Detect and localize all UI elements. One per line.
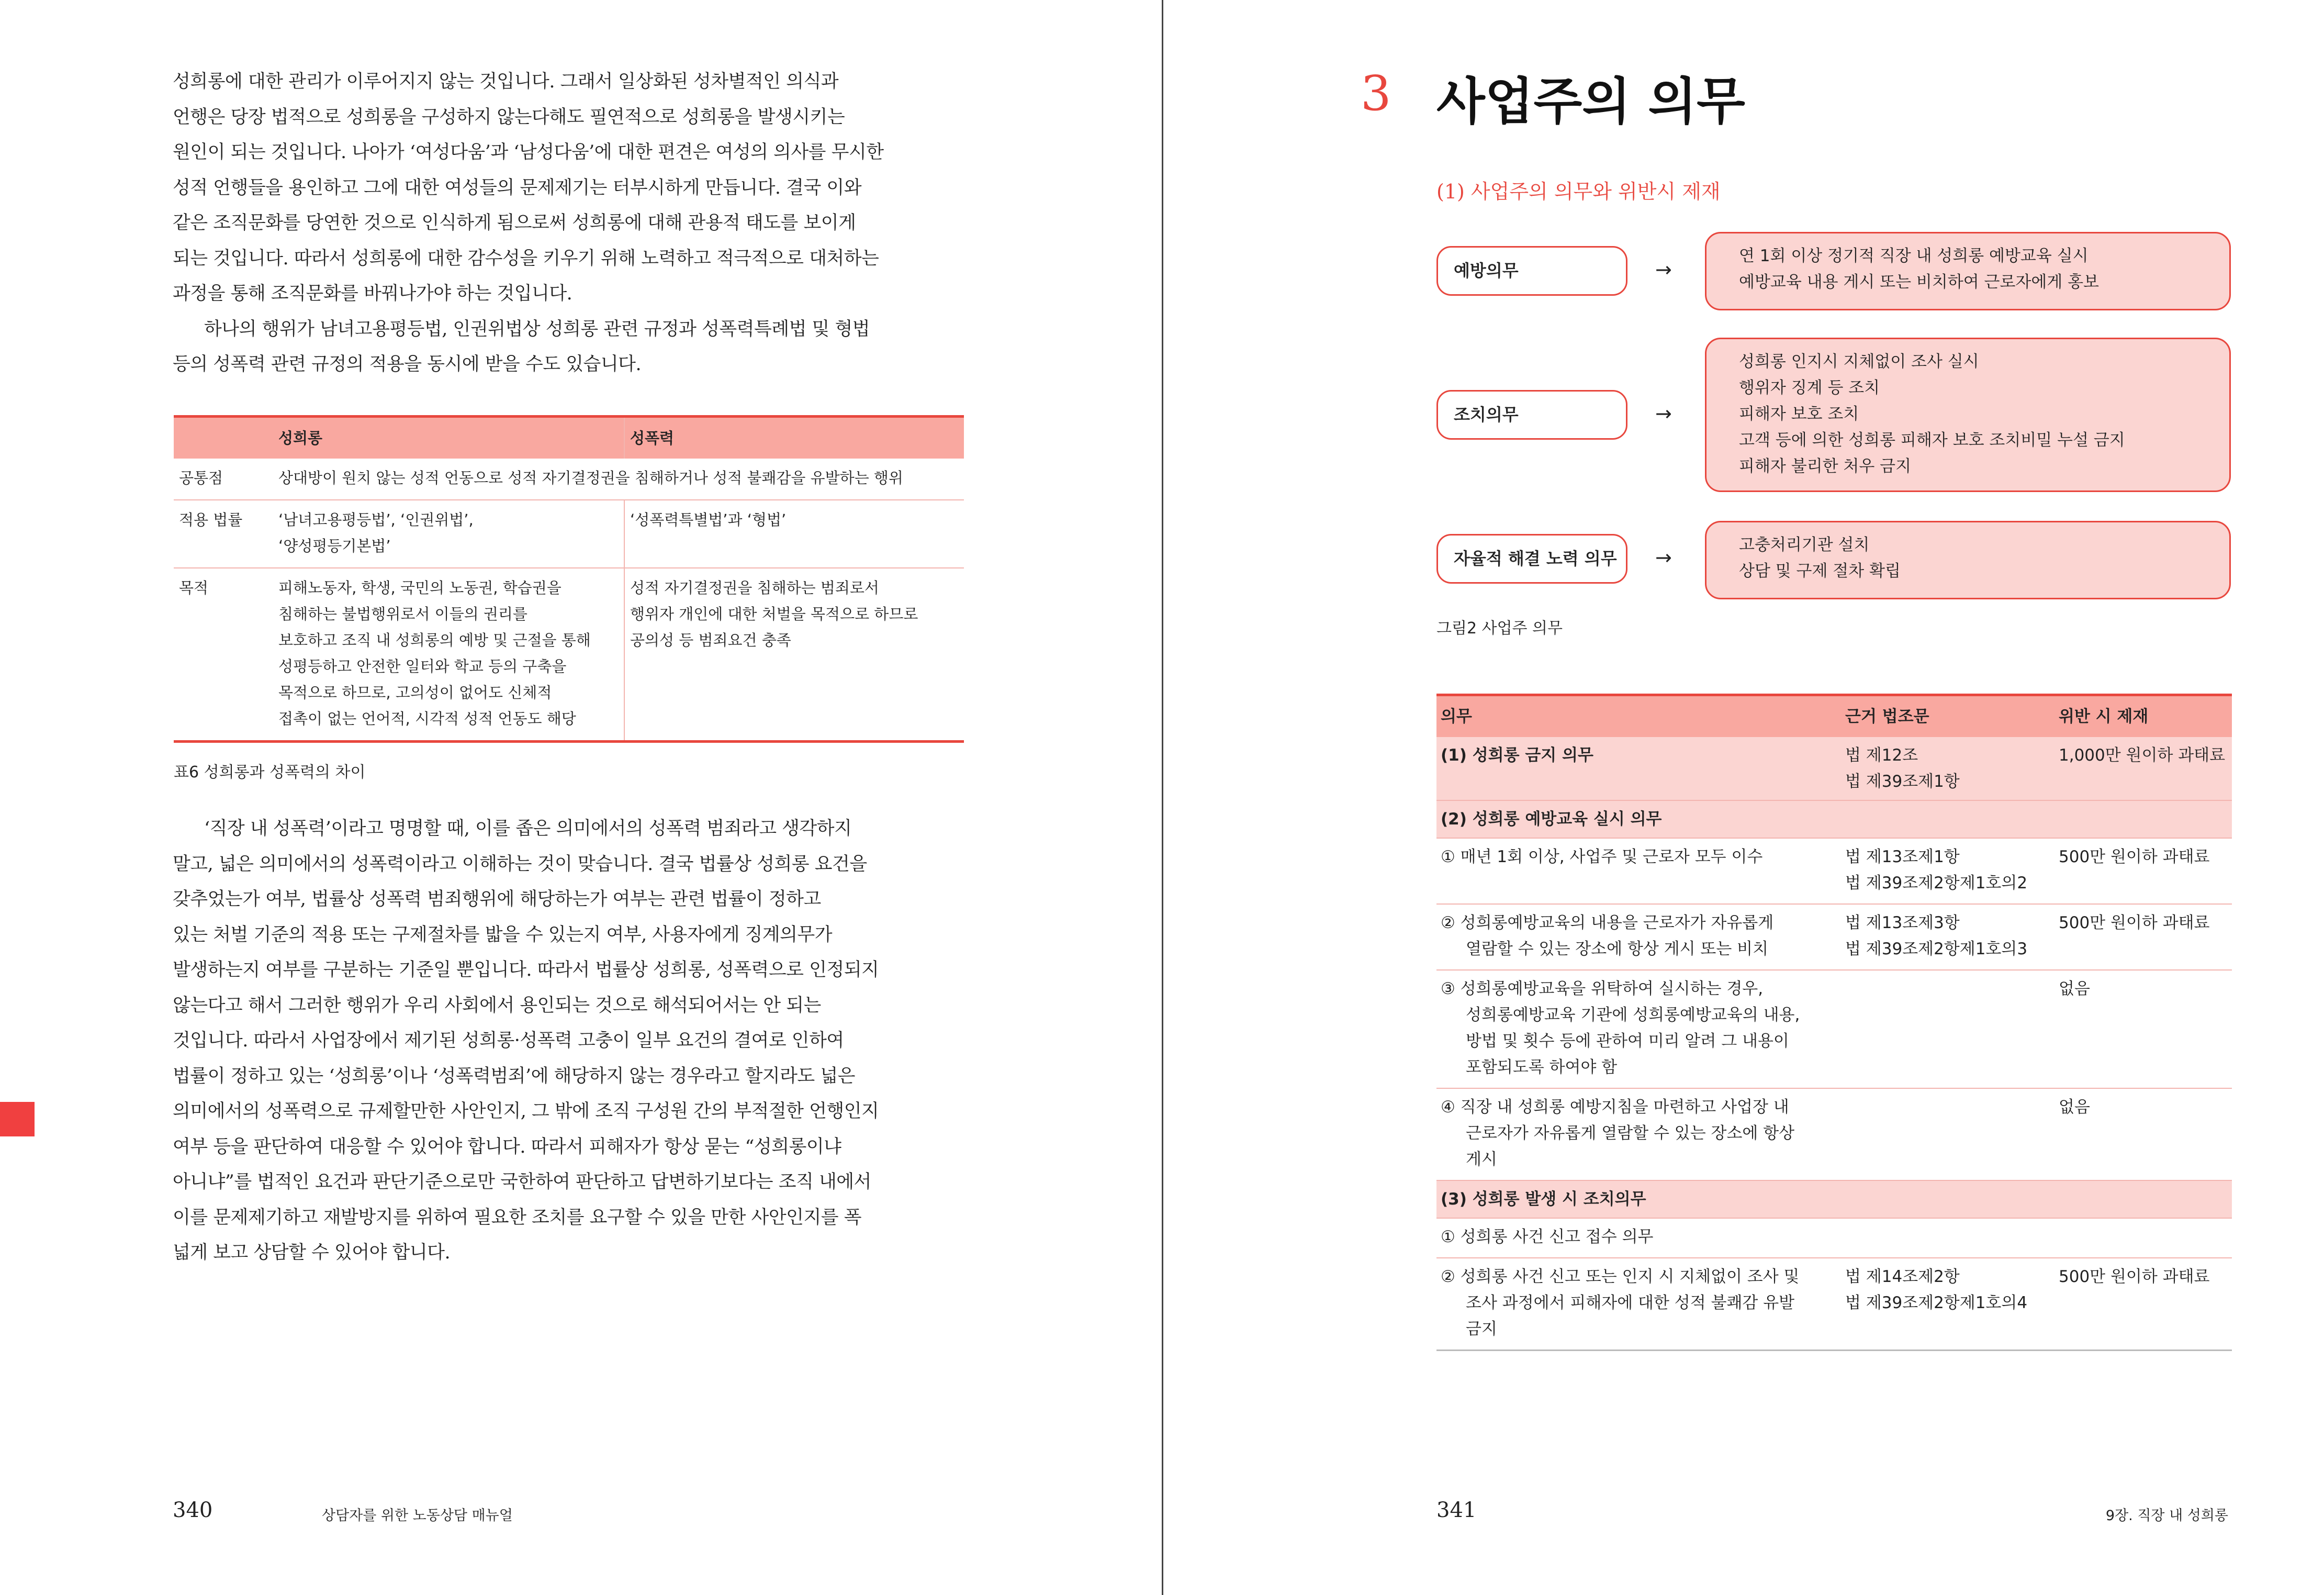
section-title: 사업주의 의무: [1436, 72, 1745, 131]
table-cell: [1436, 970, 1841, 1088]
cell-line: ③ 성희롱예방교육을 위탁하여 실시하는 경우,: [1441, 979, 1764, 998]
table-header-cell: 위반 시 제재: [2054, 695, 2232, 738]
table-cell: [1841, 838, 2054, 904]
table-cell: [1841, 1258, 2054, 1351]
duty-label-prevention: 예방의무: [1436, 246, 1627, 296]
text-line: 같은 조직문화를 당연한 것으로 인식하게 됨으로써 성희롱에 대해 관용적 태도를 보이게: [173, 213, 856, 233]
page-number: 340: [173, 1498, 213, 1522]
text-line: 여부 등을 판단하여 대응할 수 있어야 합니다. 따라서 피해자가 항상 묻는 “성희롱이냐: [173, 1136, 841, 1157]
cell-line: ① 성희롱 사건 신고 접수 의무: [1441, 1228, 1654, 1246]
cell-line: ‘양성평등기본법’: [278, 537, 391, 555]
table-cell: [624, 500, 964, 568]
table-row: [174, 568, 964, 742]
detail-line: 상담 및 구제 절차 확립: [1739, 562, 1901, 581]
cell-line: 금지: [1466, 1320, 1497, 1339]
table-header-cell: [174, 417, 273, 459]
table-row: [1436, 737, 2232, 800]
cell-line: ④ 직장 내 성희롱 예방지침을 마련하고 사업장 내: [1441, 1098, 1789, 1117]
group-title: (3) 성희롱 발생 시 조치의무: [1436, 1180, 2232, 1218]
body-text-bottom: [173, 811, 979, 1271]
section-number: 3: [1361, 65, 1391, 121]
cell-line: 법 제12조: [1845, 746, 1918, 765]
table-header-cell: 성폭력: [624, 417, 964, 459]
table-header-cell: 성희롱: [273, 417, 624, 459]
table-row: [1436, 800, 2232, 838]
arrow-icon: →: [1655, 546, 1672, 569]
text-line: 법률이 정하고 있는 ‘성희롱’이나 ‘성폭력범죄’에 해당하지 않는 경우라고 할지라도 넓은: [173, 1065, 855, 1087]
table-cell: [1436, 1258, 1841, 1351]
row-label: 적용 법률: [174, 500, 273, 568]
table-cell: [1436, 904, 1841, 970]
comparison-table: [174, 415, 964, 743]
table-row: [1436, 1218, 2232, 1258]
cell-line: 침해하는 불법행위로서 이들의 권리를: [278, 605, 527, 623]
cell-line: 근로자가 자유롭게 열람할 수 있는 장소에 항상: [1466, 1124, 1795, 1143]
table-cell: 500만 원이하 과태료: [2054, 838, 2232, 904]
table-row: [1436, 1088, 2232, 1180]
figure-caption: 그림2 사업주 의무: [1436, 619, 1563, 638]
cell-line: 접촉이 없는 언어적, 시각적 성적 언동도 해당: [278, 710, 576, 728]
detail-line: 연 1회 이상 정기적 직장 내 성희롱 예방교육 실시: [1739, 247, 2089, 265]
table-cell: 500만 원이하 과태료: [2054, 904, 2232, 970]
text-line: 발생하는지 여부를 구분하는 기준일 뿐입니다. 따라서 법률상 성희롱, 성폭력으로 인정되지: [173, 960, 879, 980]
duty-detail-action: [1705, 338, 2231, 492]
cell-line: 공의성 등 범죄요건 충족: [630, 631, 791, 649]
table-cell: [1841, 970, 2054, 1088]
table-caption: 표6 성희롱과 성폭력의 차이: [174, 763, 366, 782]
detail-line: 행위자 징계 등 조치: [1739, 378, 1880, 397]
cell-line: 법 제39조제2항제1호의4: [1845, 1293, 2028, 1312]
cell-line: 법 제14조제2항: [1845, 1267, 1960, 1286]
cell-line: 성희롱예방교육 기관에 성희롱예방교육의 내용,: [1466, 1006, 1800, 1024]
detail-line: 성희롱 인지시 지체없이 조사 실시: [1739, 352, 1979, 371]
duty-detail-self-resolution: [1705, 521, 2231, 599]
text-line: 않는다고 해서 그러한 행위가 우리 사회에서 용인되는 것으로 해석되어서는 안 되는: [173, 995, 821, 1016]
table-cell: [1841, 1218, 2054, 1258]
table-header-cell: 의무: [1436, 695, 1841, 738]
table-row: [1436, 1180, 2232, 1218]
cell-line: 열람할 수 있는 장소에 항상 게시 또는 비치: [1466, 940, 1769, 958]
cell-line: ‘성폭력특별법’과 ‘형법’: [630, 511, 787, 529]
cell-line: 방법 및 횟수 등에 관하여 미리 알려 그 내용이: [1466, 1032, 1789, 1051]
table-cell: 없음: [2054, 970, 2232, 1088]
running-title: 상담자를 위한 노동상담 매뉴얼: [322, 1508, 513, 1524]
chapter-side-tab: [0, 1102, 35, 1136]
cell-line: 성적 자기결정권을 침해하는 범죄로서: [630, 579, 879, 597]
page-gutter-line: [1162, 0, 1163, 1595]
group-title: (1) 성희롱 금지 의무: [1436, 737, 1841, 800]
text-line: 말고, 넓은 의미에서의 성폭력이라고 이해하는 것이 맞습니다. 결국 법률상 성희롱 요건을: [173, 853, 867, 875]
cell-line: 법 제13조제1항: [1845, 847, 1960, 866]
cell-line: 법 제39조제1항: [1845, 772, 1960, 791]
duty-label-self-resolution: 자율적 해결 노력 의무: [1436, 534, 1627, 584]
detail-line: 고충처리기관 설치: [1739, 536, 1870, 554]
table-cell: [1841, 737, 2054, 800]
text-line: 과정을 통해 조직문화를 바꿔나가야 하는 것입니다.: [173, 283, 572, 304]
duty-detail-prevention: [1705, 232, 2231, 310]
subheading: (1) 사업주의 의무와 위반시 제재: [1436, 180, 1721, 203]
text-line: 이를 문제제기하고 재발방지를 위하여 필요한 조치를 요구할 수 있을 만한 사안인지를 폭: [173, 1207, 862, 1228]
running-title: 9장. 직장 내 성희롱: [2105, 1508, 2228, 1524]
row-label: 목적: [174, 568, 273, 742]
table-cell: 1,000만 원이하 과태료: [2054, 737, 2232, 800]
page-number: 341: [1436, 1498, 1477, 1522]
cell-line: 법 제13조제3항: [1845, 913, 1960, 932]
text-line: 성희롱에 대한 관리가 이루어지지 않는 것입니다. 그래서 일상화된 성차별적인 의식과: [173, 71, 839, 92]
table-cell: [1436, 1218, 1841, 1258]
body-text-top: [173, 64, 979, 383]
text-line: 넓게 보고 상담할 수 있어야 합니다.: [173, 1242, 451, 1263]
table-cell: [1436, 1088, 1841, 1180]
table-cell: [273, 568, 624, 742]
text-line: 원인이 되는 것입니다. 나아가 ‘여성다움’과 ‘남성다움’에 대한 편견은 여성의 의사를 무시한: [173, 142, 884, 163]
cell-line: 법 제39조제2항제1호의3: [1845, 940, 2028, 958]
cell-line: ‘남녀고용평등법’, ‘인권위법’,: [278, 511, 474, 529]
text-line: 언행은 당장 법적으로 성희롱을 구성하지 않는다해도 필연적으로 성희롱을 발생시키는: [173, 106, 845, 128]
table-cell: 500만 원이하 과태료: [2054, 1258, 2232, 1351]
table-cell: [1841, 904, 2054, 970]
table-cell: [624, 568, 964, 742]
cell-line: ① 매년 1회 이상, 사업주 및 근로자 모두 이수: [1441, 847, 1763, 866]
table-cell: 상대방이 원치 않는 성적 언동으로 성적 자기결정권을 침해하거나 성적 불쾌감을 유발하는 행위: [273, 459, 964, 500]
row-label: 공통점: [174, 459, 273, 500]
cell-line: 법 제39조제2항제1호의2: [1845, 874, 2028, 893]
detail-line: 고객 등에 의한 성희롱 피해자 보호 조치비밀 누설 금지: [1739, 431, 2125, 450]
table-cell: [1436, 838, 1841, 904]
text-line: 갖추었는가 여부, 법률상 성폭력 범죄행위에 해당하는가 여부는 관련 법률이 정하고: [173, 889, 821, 910]
detail-line: 피해자 불리한 처우 금지: [1739, 457, 1912, 476]
duty-label-action: 조치의무: [1436, 390, 1627, 440]
cell-line: 포함되도록 하여야 함: [1466, 1058, 1618, 1077]
detail-line: 피해자 보호 조치: [1739, 405, 1859, 423]
arrow-icon: →: [1655, 258, 1672, 281]
arrow-icon: →: [1655, 402, 1672, 425]
table-row: [1436, 904, 2232, 970]
table-cell: [1841, 1088, 2054, 1180]
text-line: 성적 언행들을 용인하고 그에 대한 여성들의 문제제기는 터부시하게 만듭니다. 결국 이와: [173, 177, 862, 198]
cell-line: ② 성희롱 사건 신고 또는 인지 시 지체없이 조사 및: [1441, 1267, 1800, 1286]
group-title: (2) 성희롱 예방교육 실시 의무: [1436, 800, 2232, 838]
text-line: 있는 처벌 기준의 적용 또는 구제절차를 밟을 수 있는지 여부, 사용자에게 징계의무가: [173, 924, 833, 945]
table-row: [1436, 1258, 2232, 1351]
cell-line: ② 성희롱예방교육의 내용을 근로자가 자유롭게: [1441, 913, 1774, 932]
duty-table: [1436, 694, 2232, 1351]
text-line: 의미에서의 성폭력으로 규제할만한 사안인지, 그 밖에 조직 구성원 간의 부적절한 언행인지: [173, 1101, 879, 1122]
table-cell: 없음: [2054, 1088, 2232, 1180]
table-header-cell: 근거 법조문: [1841, 695, 2054, 738]
text-line: 하나의 행위가 남녀고용평등법, 인권위법상 성희롱 관련 규정과 성폭력특례법 및 형법: [204, 318, 870, 340]
table-cell: [273, 500, 624, 568]
cell-line: 조사 과정에서 피해자에 대한 성적 불쾌감 유발: [1466, 1293, 1795, 1312]
table-cell: [2054, 1218, 2232, 1258]
cell-line: 목적으로 하므로, 고의성이 없어도 신체적: [278, 684, 552, 701]
table-row: [174, 459, 964, 500]
table-row: [1436, 970, 2232, 1088]
text-line: 아니냐”를 법적인 요건과 판단기준으로만 국한하여 판단하고 답변하기보다는 조직 내에서: [173, 1172, 871, 1192]
cell-line: 피해노동자, 학생, 국민의 노동권, 학습권을: [278, 579, 562, 597]
cell-line: 성평등하고 안전한 일터와 학교 등의 구축을: [278, 657, 567, 675]
text-line: ‘직장 내 성폭력’이라고 명명할 때, 이를 좁은 의미에서의 성폭력 범죄라고 생각하지: [204, 818, 852, 839]
detail-line: 예방교육 내용 게시 또는 비치하여 근로자에게 홍보: [1739, 273, 2099, 292]
table-row: [1436, 838, 2232, 904]
table-row: [174, 500, 964, 568]
cell-line: 게시: [1466, 1150, 1497, 1169]
text-line: 것입니다. 따라서 사업장에서 제기된 성희롱·성폭력 고충이 일부 요건의 결여로 인하여: [173, 1030, 844, 1051]
cell-line: 행위자 개인에 대한 처벌을 목적으로 하므로: [630, 605, 918, 623]
text-line: 등의 성폭력 관련 규정의 적용을 동시에 받을 수도 있습니다.: [173, 354, 642, 375]
cell-line: 보호하고 조직 내 성희롱의 예방 및 근절을 통해: [278, 631, 591, 649]
text-line: 되는 것입니다. 따라서 성희롱에 대한 감수성을 키우기 위해 노력하고 적극적으로 대처하는: [173, 248, 879, 269]
